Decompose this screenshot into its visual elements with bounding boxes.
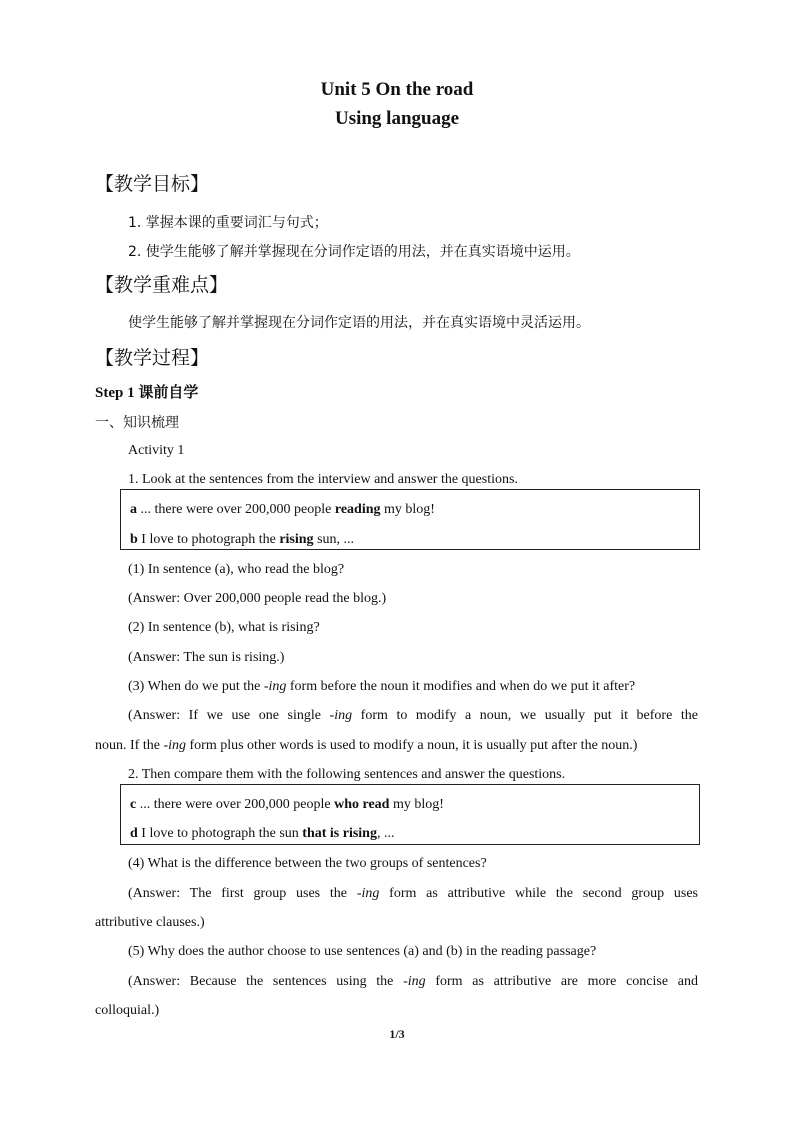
sentence-d-letter: d: [130, 826, 138, 841]
question-4: (4) What is the difference between the two groups of sentences?: [128, 856, 487, 871]
answer-4-line-2: attributive clauses.): [95, 915, 205, 930]
question-1: (1) In sentence (a), who read the blog?: [128, 562, 345, 577]
answer-3-l2-end: form plus other words is used to modify a noun, it is usually put after the noun.): [186, 738, 638, 753]
sentence-b: [130, 532, 354, 548]
answer-3-l2-ing: -ing: [163, 738, 186, 753]
step-1-heading: [95, 381, 198, 402]
sentence-b-letter: b: [130, 532, 138, 547]
answer-4-ing: -ing: [356, 886, 380, 901]
sentence-a-letter: a: [130, 502, 137, 517]
sentence-d: [130, 826, 394, 842]
sentence-c-text: ... there were over 200,000 people: [139, 797, 335, 812]
answer-3-l2-text: noun. If the: [95, 738, 164, 753]
sentence-b-text: I love to photograph the: [141, 532, 280, 547]
objective-1: 1. 掌握本课的重要词汇与句式；: [128, 215, 328, 231]
sentence-c-letter: c: [130, 797, 137, 812]
answer-4-line-1: [128, 886, 698, 902]
answer-5-line-1: [128, 974, 698, 990]
document-title: Unit 5 On the road: [320, 79, 474, 100]
sentence-a: [130, 502, 435, 518]
answer-1: (Answer: Over 200,000 people read the blog.): [128, 591, 387, 606]
sentence-b-end: sun, ...: [313, 532, 355, 547]
step-1-title: 课前自学: [138, 383, 199, 401]
activity-label: Activity 1: [128, 443, 185, 458]
answer-3-ing: -ing: [329, 708, 353, 723]
sentence-a-end: my blog!: [380, 502, 435, 517]
sentence-a-bold: reading: [334, 502, 381, 517]
answer-3-line-2: [95, 738, 637, 754]
knowledge-subheading: 一、知识梳理: [95, 415, 179, 431]
step-1-label: Step 1: [95, 385, 135, 401]
question-3-ing: -ing: [263, 679, 287, 694]
sentence-b-bold: rising: [279, 532, 314, 547]
answer-2: (Answer: The sun is rising.): [128, 650, 285, 665]
page-number: 1/3: [389, 1027, 405, 1041]
sentence-d-text: I love to photograph the sun: [141, 826, 303, 841]
objective-2: 2. 使学生能够了解并掌握现在分词作定语的用法，并在真实语境中运用。: [128, 244, 580, 260]
instruction-1: 1. Look at the sentences from the interview and answer the questions.: [128, 472, 518, 487]
sentence-c: [130, 797, 444, 813]
answer-3-line-1: [128, 708, 698, 724]
document-subtitle: Using language: [334, 108, 460, 129]
key-points-text: 使学生能够了解并掌握现在分词作定语的用法，并在真实语境中灵活运用。: [128, 315, 590, 331]
answer-3-end: form to modify a noun, we usually put it before the: [352, 708, 698, 723]
sentence-a-text: ... there were over 200,000 people: [140, 502, 335, 517]
sentence-d-bold: that is rising: [302, 826, 377, 841]
key-points-heading: 【教学重难点】: [95, 274, 229, 296]
answer-3-text: (Answer: If we use one single: [128, 708, 330, 723]
question-5: (5) Why does the author choose to use sentences (a) and (b) in the reading passage?: [128, 944, 597, 959]
answer-4-end: form as attributive while the second group uses: [379, 886, 698, 901]
question-3-text: (3) When do we put the: [128, 679, 264, 694]
answer-5-end: form as attributive are more concise and: [425, 974, 698, 989]
answer-4-text: (Answer: The first group uses the: [128, 886, 357, 901]
question-3: [128, 679, 635, 695]
process-heading: 【教学过程】: [95, 347, 210, 369]
instruction-2: 2. Then compare them with the following sentences and answer the questions.: [128, 767, 566, 782]
answer-5-text: (Answer: Because the sentences using the: [128, 974, 404, 989]
question-3-end: form before the noun it modifies and when do we put it after?: [286, 679, 636, 694]
answer-5-line-2: colloquial.): [95, 1003, 160, 1018]
objectives-heading: 【教学目标】: [95, 173, 210, 195]
sentence-c-end: my blog!: [389, 797, 444, 812]
answer-5-ing: -ing: [403, 974, 426, 989]
question-2: (2) In sentence (b), what is rising?: [128, 620, 320, 635]
sentence-d-end: , ...: [376, 826, 395, 841]
sentence-c-bold: who read: [334, 797, 390, 812]
